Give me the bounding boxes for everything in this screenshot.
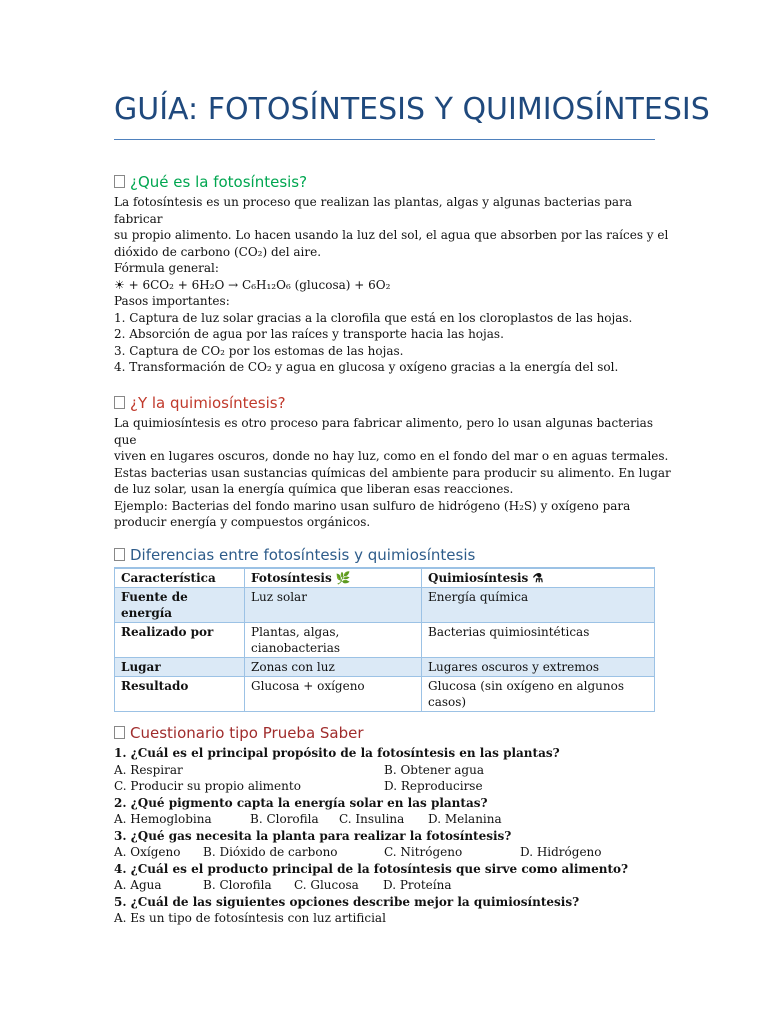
option-d: D. Melanina: [428, 812, 502, 826]
paragraph-line: su propio alimento. Lo hacen usando la luz del sol, el agua que absorben por las raíces y el: [114, 228, 669, 242]
paragraph-line: La fotosíntesis es un proceso que realizan las plantas, algas y algunas bacterias para fabricar: [114, 195, 632, 226]
table-header-cell: Característica: [115, 568, 245, 588]
table-header-cell: Fotosíntesis 🌿: [245, 568, 422, 588]
table-cell: Luz solar: [245, 588, 422, 623]
option-a: A. Agua: [114, 878, 162, 892]
table-row: [115, 623, 655, 658]
step-item: 3. Captura de CO₂ por los estomas de las hojas.: [114, 343, 404, 358]
section-quiz: [114, 723, 674, 927]
paragraph-line: Estas bacterias usan sustancias químicas del ambiente para producir su alimento. En lugar: [114, 465, 671, 480]
table-icon: [114, 548, 125, 561]
leaf-icon: [114, 175, 125, 188]
section-photosynthesis: [114, 172, 674, 376]
differences-table: [114, 567, 655, 712]
question-4: 4. ¿Cuál es el producto principal de la fotosíntesis que sirve como alimento?: [114, 861, 629, 876]
section-heading-photosynthesis: ¿Qué es la fotosíntesis?: [114, 172, 674, 192]
step-item: 2. Absorción de agua por las raíces y transporte hacia las hojas.: [114, 327, 504, 341]
section-chemosynthesis: [114, 393, 674, 531]
option-c: C. Insulina: [339, 812, 405, 826]
table-cell: Fuente de energía: [115, 588, 245, 623]
example-line: producir energía y compuestos orgánicos.: [114, 515, 371, 529]
options-row: [114, 811, 674, 828]
table-cell: Energía química: [422, 588, 655, 623]
step-item: 4. Transformación de CO₂ y agua en glucosa y oxígeno gracias a la energía del sol.: [114, 360, 619, 374]
table-cell: Plantas, algas, cianobacterias: [245, 623, 422, 658]
table-cell: Realizado por: [115, 623, 245, 658]
section-heading-chemosynthesis: ¿Y la quimiosíntesis?: [114, 393, 674, 413]
options-row: [114, 762, 674, 779]
table-cell: Zonas con luz: [245, 658, 422, 677]
example-line: Ejemplo: Bacterias del fondo marino usan sulfuro de hidrógeno (H₂S) y oxígeno para: [114, 498, 631, 513]
table-cell: Resultado: [115, 677, 245, 712]
question-5: 5. ¿Cuál de las siguientes opciones describe mejor la quimiosíntesis?: [114, 894, 580, 909]
step-item: 1. Captura de luz solar gracias a la clorofila que está en los cloroplastos de las hojas.: [114, 310, 633, 325]
option-b: B. Clorofila: [203, 878, 272, 892]
page-title: GUÍA: FOTOSÍNTESIS Y QUIMIOSÍNTESIS: [114, 92, 710, 127]
table-row: [115, 588, 655, 623]
option-a: A. Respirar: [114, 762, 183, 777]
question-1: 1. ¿Cuál es el principal propósito de la fotosíntesis en las plantas?: [114, 746, 560, 760]
quiz-icon: [114, 726, 125, 739]
option-b: B. Dióxido de carbono: [203, 845, 338, 859]
option-d: D. Hidrógeno: [520, 845, 602, 859]
section-differences: [114, 545, 674, 712]
table-row: [115, 658, 655, 677]
paragraph-line: La quimiosíntesis es otro proceso para fabricar alimento, pero lo usan algunas bacterias que: [114, 416, 653, 447]
title-underline: [114, 139, 655, 140]
table-cell: Lugares oscuros y extremos: [422, 658, 655, 677]
paragraph-line: de luz solar, usan la energía química que liberan esas reacciones.: [114, 482, 514, 496]
options-row: [114, 910, 674, 927]
options-row: [114, 877, 674, 894]
table-cell: Lugar: [115, 658, 245, 677]
table-cell: Glucosa + oxígeno: [245, 677, 422, 712]
formula-label: Fórmula general:: [114, 261, 219, 275]
question-3: 3. ¿Qué gas necesita la planta para realizar la fotosíntesis?: [114, 828, 512, 843]
options-row: [114, 778, 674, 795]
option-c: C. Glucosa: [294, 878, 359, 892]
option-a: A. Oxígeno: [114, 845, 181, 859]
formula: ☀ + 6CO₂ + 6H₂O → C₆H₁₂O₆ (glucosa) + 6O₂: [114, 277, 391, 292]
option-a: A. Hemoglobina: [114, 812, 212, 826]
table-cell: Bacterias quimiosintéticas: [422, 623, 655, 658]
table-cell: Glucosa (sin oxígeno en algunos casos): [422, 677, 655, 712]
bacteria-icon: [114, 396, 125, 409]
paragraph-line: dióxido de carbono (CO₂) del aire.: [114, 244, 322, 259]
options-row: [114, 844, 674, 861]
option-c: C. Nitrógeno: [384, 845, 463, 859]
table-header-cell: Quimiosíntesis ⚗: [422, 568, 655, 588]
paragraph-line: viven en lugares oscuros, donde no hay luz, como en el fondo del mar o en aguas termales.: [114, 449, 669, 463]
table-row: [115, 677, 655, 712]
option-b: B. Clorofila: [250, 812, 319, 826]
steps-label: Pasos importantes:: [114, 294, 230, 308]
option-d: D. Proteína: [383, 878, 452, 892]
question-2: 2. ¿Qué pigmento capta la energía solar en las plantas?: [114, 795, 488, 810]
option-b: B. Obtener agua: [384, 762, 484, 777]
option-d: D. Reproducirse: [384, 779, 483, 793]
section-heading-differences: Diferencias entre fotosíntesis y quimiosíntesis: [114, 545, 674, 565]
option-a: A. Es un tipo de fotosíntesis con luz artificial: [114, 911, 386, 925]
section-heading-quiz: Cuestionario tipo Prueba Saber: [114, 723, 674, 743]
option-c: C. Producir su propio alimento: [114, 779, 301, 793]
table-header-row: [115, 568, 655, 588]
